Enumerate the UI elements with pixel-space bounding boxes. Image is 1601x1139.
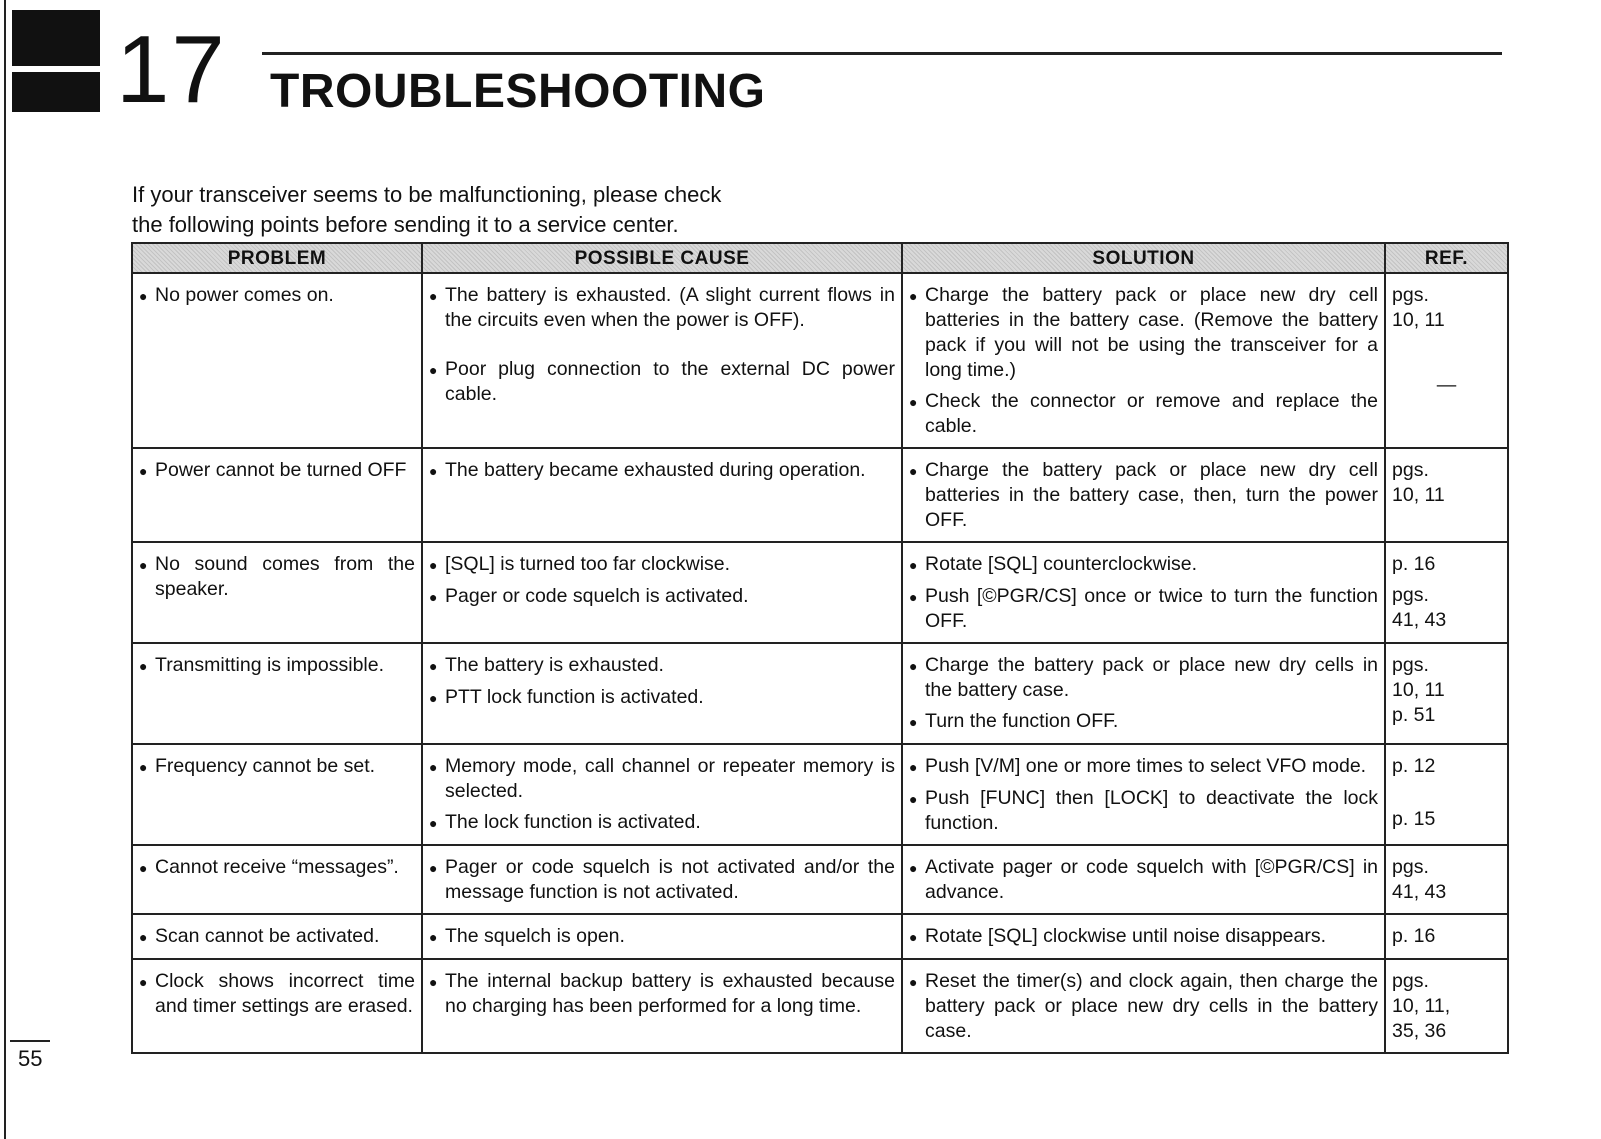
bullet-icon: ● xyxy=(909,860,918,876)
bullet-icon: ● xyxy=(429,557,438,573)
page-number: 55 xyxy=(18,1046,43,1071)
bullet-item xyxy=(429,754,895,804)
bullet-item xyxy=(139,855,415,881)
bullet-text: The battery is exhausted. xyxy=(445,654,664,676)
bullet xyxy=(139,924,155,950)
bullet-icon: ● xyxy=(429,362,438,378)
bullet-text: Memory mode, call channel or repeater memory is selected. xyxy=(445,755,895,802)
bullet xyxy=(429,924,445,950)
bullet xyxy=(909,389,925,439)
bullet-icon: ● xyxy=(429,974,438,990)
table-row xyxy=(132,448,1508,542)
bullet-text: The lock function is activated. xyxy=(445,811,701,833)
header-problem: PROBLEM xyxy=(132,243,422,273)
bullet-item xyxy=(909,283,1378,383)
bullet xyxy=(429,855,445,905)
bullet-text: Scan cannot be activated. xyxy=(155,925,380,947)
chapter-title: TROUBLESHOOTING xyxy=(270,65,766,118)
ref-cell xyxy=(1385,448,1508,542)
chapter-tab-bottom xyxy=(12,72,100,112)
bullet-item xyxy=(429,969,895,1019)
header-ref: REF. xyxy=(1385,243,1508,273)
bullet-text: Clock shows incorrect time and timer settings are erased. xyxy=(155,970,415,1017)
bullet-icon: ● xyxy=(139,759,148,775)
bullet-text: Frequency cannot be set. xyxy=(155,755,376,777)
bullet-item xyxy=(429,653,895,679)
bullet-item xyxy=(909,754,1378,780)
bullet-icon: ● xyxy=(909,791,918,807)
bullet-text: Rotate [SQL] counterclockwise. xyxy=(925,553,1198,575)
bullet-item xyxy=(139,653,415,679)
bullet-text: Turn the function OFF. xyxy=(925,710,1119,732)
bullet-icon: ● xyxy=(139,860,148,876)
bullet xyxy=(429,810,445,836)
bullet-item xyxy=(429,924,895,950)
bullet-text: Pager or code squelch is activated. xyxy=(445,585,749,607)
solution-cell xyxy=(902,643,1385,744)
bullet-text: PTT lock function is activated. xyxy=(445,686,704,708)
bullet-text: Charge the battery pack or place new dry cell batteries in the battery case. (Remove the battery pack if you will not be using the transceiver for a long time.) xyxy=(925,284,1378,381)
troubleshooting-table xyxy=(131,242,1509,1054)
bullet-text: Poor plug connection to the external DC power cable. xyxy=(445,358,895,405)
cause-cell xyxy=(422,542,902,643)
ref-text: p. 12 xyxy=(1392,755,1436,777)
table-header-row xyxy=(132,243,1508,273)
bullet-item xyxy=(909,855,1378,905)
bullet-item xyxy=(909,584,1378,634)
header-solution: SOLUTION xyxy=(902,243,1385,273)
ref-text: pgs. 10, 11 xyxy=(1392,284,1445,331)
title-rule xyxy=(262,52,1502,55)
bullet-text: Cannot receive “messages”. xyxy=(155,856,399,878)
ref-cell xyxy=(1385,643,1508,744)
bullet xyxy=(909,754,925,780)
bullet-text: Rotate [SQL] clockwise until noise disappears. xyxy=(925,925,1327,947)
bullet xyxy=(909,786,925,836)
bullet-icon: ● xyxy=(139,557,148,573)
bullet-icon: ● xyxy=(429,759,438,775)
bullet-text: Pager or code squelch is not activated and/or the message function is not activated. xyxy=(445,856,895,903)
bullet xyxy=(909,709,925,735)
ref-text: p. 16 xyxy=(1392,925,1436,947)
problem-cell xyxy=(132,914,422,959)
ref-cell xyxy=(1385,845,1508,914)
bullet-item xyxy=(429,810,895,836)
solution-cell xyxy=(902,845,1385,914)
table-row xyxy=(132,845,1508,914)
table-body xyxy=(132,273,1508,1053)
cause-cell xyxy=(422,643,902,744)
bullet xyxy=(909,653,925,703)
bullet xyxy=(909,969,925,1044)
bullet-text: Charge the battery pack or place new dry cells in the battery case. xyxy=(925,654,1378,701)
ref-cell xyxy=(1385,744,1508,845)
bullet-item xyxy=(429,685,895,711)
problem-cell xyxy=(132,845,422,914)
bullet xyxy=(429,552,445,578)
bullet-text: Activate pager or code squelch with [©PGR/CS] in advance. xyxy=(925,856,1378,903)
bullet xyxy=(139,969,155,1019)
problem-cell xyxy=(132,744,422,845)
bullet xyxy=(429,357,445,407)
cause-cell xyxy=(422,448,902,542)
bullet-text: The battery became exhausted during operation. xyxy=(445,459,866,481)
bullet-icon: ● xyxy=(429,463,438,479)
bullet-icon: ● xyxy=(139,974,148,990)
bullet-icon: ● xyxy=(909,557,918,573)
bullet xyxy=(429,283,445,333)
intro-line: the following points before sending it to a service center. xyxy=(132,212,679,237)
cause-cell xyxy=(422,744,902,845)
problem-cell xyxy=(132,542,422,643)
bullet-icon: ● xyxy=(909,394,918,410)
bullet xyxy=(429,969,445,1019)
bullet-text: Push [©PGR/CS] once or twice to turn the function OFF. xyxy=(925,585,1378,632)
bullet-item xyxy=(909,458,1378,533)
ref-cell xyxy=(1385,914,1508,959)
bullet xyxy=(139,458,155,484)
bullet xyxy=(909,458,925,533)
intro-paragraph xyxy=(132,180,721,240)
problem-cell xyxy=(132,959,422,1053)
page-number-rule xyxy=(10,1040,50,1042)
table-row xyxy=(132,914,1508,959)
problem-cell xyxy=(132,643,422,744)
bullet-text: Transmitting is impossible. xyxy=(155,654,385,676)
bullet xyxy=(429,754,445,804)
bullet-text: Push [V/M] one or more times to select VFO mode. xyxy=(925,755,1367,777)
bullet xyxy=(909,855,925,905)
bullet-item xyxy=(429,584,895,610)
bullet-item xyxy=(139,924,415,950)
bullet-icon: ● xyxy=(139,288,148,304)
bullet xyxy=(139,283,155,309)
header-possible-cause: POSSIBLE CAUSE xyxy=(422,243,902,273)
solution-cell xyxy=(902,744,1385,845)
bullet-icon: ● xyxy=(909,929,918,945)
bullet-icon: ● xyxy=(429,589,438,605)
bullet-icon: ● xyxy=(139,463,148,479)
bullet-icon: ● xyxy=(139,658,148,674)
bullet-text: The squelch is open. xyxy=(445,925,625,947)
bullet-icon: ● xyxy=(909,589,918,605)
table-row xyxy=(132,273,1508,448)
bullet-icon: ● xyxy=(429,658,438,674)
bullet-text: The battery is exhausted. (A slight current flows in the circuits even when the power is OFF). xyxy=(445,284,895,331)
bullet xyxy=(139,754,155,780)
bullet-item xyxy=(909,653,1378,703)
bullet-text: The internal backup battery is exhausted because no charging has been performed for a long time. xyxy=(445,970,895,1017)
table-row xyxy=(132,959,1508,1053)
ref-text: pgs. 10, 11 xyxy=(1392,459,1445,506)
bullet xyxy=(139,552,155,602)
chapter-tab-top xyxy=(12,10,100,66)
bullet-item xyxy=(139,969,415,1019)
left-margin-rule xyxy=(4,0,6,1139)
ref-text: p. 16 xyxy=(1392,553,1436,575)
bullet-item xyxy=(429,458,895,484)
bullet-icon: ● xyxy=(429,288,438,304)
bullet-item xyxy=(139,283,415,309)
bullet xyxy=(909,924,925,950)
ref-text: pgs. 41, 43 xyxy=(1392,584,1447,631)
bullet-item xyxy=(909,786,1378,836)
bullet-item xyxy=(429,357,895,407)
bullet-item xyxy=(909,389,1378,439)
ref-text: p. 15 xyxy=(1392,808,1436,830)
bullet xyxy=(139,653,155,679)
table-row xyxy=(132,744,1508,845)
bullet-text: Charge the battery pack or place new dry cell batteries in the battery case, then, turn the power OFF. xyxy=(925,459,1378,531)
bullet-icon: ● xyxy=(909,974,918,990)
bullet xyxy=(429,584,445,610)
bullet-item xyxy=(139,458,415,484)
bullet-text: Power cannot be turned OFF xyxy=(155,459,407,481)
ref-text: pgs. 41, 43 xyxy=(1392,856,1447,903)
bullet-text: [SQL] is turned too far clockwise. xyxy=(445,553,731,575)
bullet-item xyxy=(909,969,1378,1044)
cause-cell xyxy=(422,273,902,448)
bullet-text: Check the connector or remove and replace the cable. xyxy=(925,390,1378,437)
bullet-text: No sound comes from the speaker. xyxy=(155,553,415,600)
chapter-number: 17 xyxy=(116,16,227,123)
ref-text: — xyxy=(1436,374,1457,396)
table-row xyxy=(132,542,1508,643)
ref-cell xyxy=(1385,542,1508,643)
bullet-icon: ● xyxy=(909,463,918,479)
bullet-item xyxy=(429,855,895,905)
bullet xyxy=(909,283,925,383)
solution-cell xyxy=(902,542,1385,643)
bullet xyxy=(139,855,155,881)
bullet-text: Reset the timer(s) and clock again, then charge the battery pack or place new dry cells in the battery case. xyxy=(925,970,1378,1042)
bullet-icon: ● xyxy=(429,929,438,945)
bullet-icon: ● xyxy=(139,929,148,945)
problem-cell xyxy=(132,273,422,448)
cause-cell xyxy=(422,845,902,914)
bullet-icon: ● xyxy=(909,759,918,775)
problem-cell xyxy=(132,448,422,542)
ref-text: pgs. 10, 11, 35, 36 xyxy=(1392,970,1451,1042)
ref-cell xyxy=(1385,273,1508,448)
bullet-item xyxy=(429,283,895,333)
solution-cell xyxy=(902,273,1385,448)
bullet xyxy=(909,584,925,634)
bullet-icon: ● xyxy=(909,288,918,304)
cause-cell xyxy=(422,959,902,1053)
bullet-item xyxy=(909,709,1378,735)
bullet-item xyxy=(429,552,895,578)
solution-cell xyxy=(902,448,1385,542)
table-row xyxy=(132,643,1508,744)
bullet-item xyxy=(909,552,1378,578)
bullet-icon: ● xyxy=(909,714,918,730)
bullet-item xyxy=(139,754,415,780)
ref-cell xyxy=(1385,959,1508,1053)
bullet-icon: ● xyxy=(909,658,918,674)
bullet-text: Push [FUNC] then [LOCK] to deactivate the lock function. xyxy=(925,787,1378,834)
intro-line: If your transceiver seems to be malfunctioning, please check xyxy=(132,182,722,207)
bullet xyxy=(429,685,445,711)
bullet-item xyxy=(139,552,415,602)
bullet xyxy=(429,458,445,484)
bullet-icon: ● xyxy=(429,860,438,876)
ref-text: pgs. 10, 11 p. 51 xyxy=(1392,654,1445,726)
bullet-text: No power comes on. xyxy=(155,284,334,306)
bullet-icon: ● xyxy=(429,815,438,831)
solution-cell xyxy=(902,914,1385,959)
bullet xyxy=(429,653,445,679)
bullet-icon: ● xyxy=(429,690,438,706)
solution-cell xyxy=(902,959,1385,1053)
cause-cell xyxy=(422,914,902,959)
bullet xyxy=(909,552,925,578)
bullet-item xyxy=(909,924,1378,950)
